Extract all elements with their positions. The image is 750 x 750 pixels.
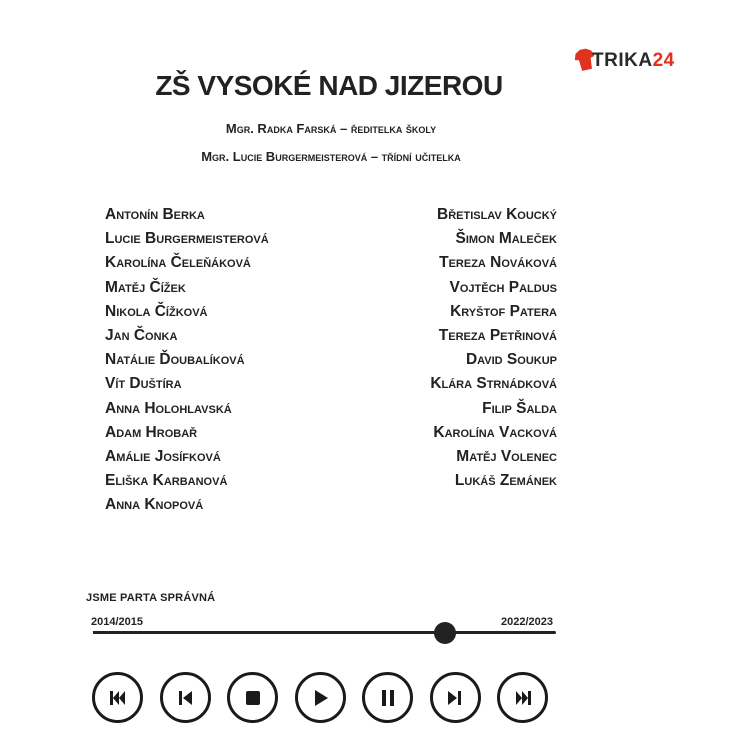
next-button[interactable]	[430, 672, 481, 723]
progress-thumb[interactable]	[434, 622, 456, 644]
student-name: Šimon Maleček	[455, 230, 557, 248]
student-name: Břetislav Koucký	[437, 206, 557, 223]
student-name: Matěj Čížek	[105, 278, 186, 296]
student-name: Anna Knopová	[105, 496, 204, 514]
progress-bar[interactable]	[93, 631, 556, 634]
skip-back-icon	[105, 686, 131, 710]
student-name: Kryštof Patera	[450, 302, 557, 320]
start-year-label: 2014/2015	[91, 616, 143, 628]
logo-wordmark: TRIKA24	[592, 50, 675, 71]
student-name: Anna Holohlavská	[105, 399, 232, 417]
student-name: Lucie Burgermeisterová	[105, 230, 269, 248]
student-name: Antonín Berka	[105, 206, 205, 223]
student-name: Klára Strnádková	[430, 375, 557, 393]
play-button[interactable]	[295, 672, 346, 723]
page-title: ZŠ VYSOKÉ NAD JIZEROU	[155, 70, 503, 101]
student-name: Natálie Ďoubalíková	[105, 351, 245, 369]
student-name: Tereza Nováková	[439, 254, 557, 272]
student-name: Matěj Volenec	[456, 447, 557, 465]
skip-forward-button[interactable]	[497, 672, 548, 723]
previous-icon	[172, 686, 198, 710]
student-name: Vít Duštíra	[105, 375, 182, 393]
student-name: Karolína Čeleňáková	[105, 254, 251, 272]
progress-fill	[93, 631, 445, 634]
student-name: Jan Čonka	[105, 326, 178, 344]
teacher-line: Mgr. Lucie Burgermeisterová – třídní učitelka	[201, 149, 461, 164]
previous-button[interactable]	[160, 672, 211, 723]
stop-button[interactable]	[227, 672, 278, 723]
student-name: Amálie Josífková	[105, 447, 221, 465]
play-icon	[307, 686, 333, 710]
student-name: David Soukup	[465, 351, 557, 369]
student-name: Eliška Karbanová	[105, 472, 228, 490]
names-column-right	[380, 205, 557, 495]
principal-line: Mgr. Radka Farská – ředitelka školy	[225, 121, 437, 136]
motto-text: JSME PARTA SPRÁVNÁ	[86, 592, 216, 604]
end-year-label: 2022/2023	[501, 616, 553, 628]
student-name: Filip Šalda	[482, 399, 557, 417]
names-column-left	[105, 205, 269, 519]
skip-back-button[interactable]	[92, 672, 143, 723]
student-name: Adam Hrobař	[105, 423, 198, 441]
stop-icon	[240, 686, 266, 710]
next-icon	[442, 686, 468, 710]
pause-icon	[375, 686, 401, 710]
student-name: Vojtěch Paldus	[449, 278, 557, 296]
student-name: Lukáš Zemánek	[454, 472, 557, 490]
student-name: Nikola Čížková	[105, 302, 208, 320]
pause-button[interactable]	[362, 672, 413, 723]
skip-forward-icon	[510, 686, 536, 710]
student-name: Tereza Petřinová	[438, 326, 557, 344]
student-name: Karolína Vacková	[433, 423, 557, 441]
